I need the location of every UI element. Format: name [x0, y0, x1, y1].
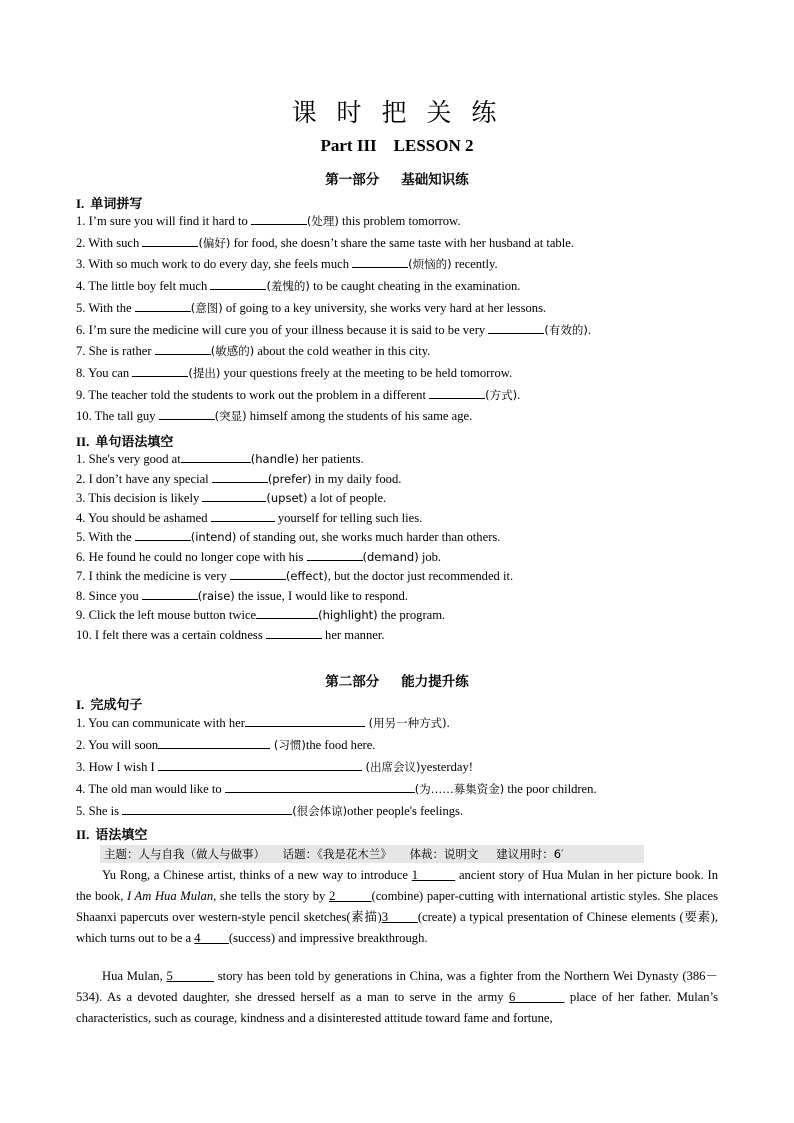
exercise-item: 5. With the (intend) of standing out, she works much harder than others. [76, 530, 501, 544]
section-heading-word-spelling: I. 单词拼写 [76, 196, 143, 212]
part2-title-b: 能力提升练 [401, 674, 469, 690]
exercise-item: 3. How I wish I (出席会议)yesterday! [76, 760, 473, 774]
exercise-item: 9. The teacher told the students to work out the problem in a different (方式). [76, 387, 521, 402]
answer-blank[interactable] [158, 738, 270, 749]
exercise-item: 5. With the (意图) of going to a key university, she works very hard at her lessons. [76, 300, 547, 315]
answer-blank[interactable] [155, 344, 211, 355]
page-title: 课 时 把 关 练 [291, 98, 503, 127]
exercise-item: 1. She's very good at (handle) her patients. [76, 452, 364, 466]
answer-blank[interactable] [181, 452, 251, 463]
answer-blank[interactable] [429, 388, 485, 399]
exercise-item: 9. Click the left mouse button twice (highlight) the program. [76, 608, 446, 622]
exercise-item: 4. You should be ashamed yourself for telling such lies. [76, 510, 423, 525]
part1-title [0, 168, 794, 188]
exercise-item: 2. You will soon (习惯)the food here. [76, 738, 376, 752]
exercise-item: 2. With such (偏好) for food, she doesn’t share the same taste with her husband at table. [76, 235, 574, 250]
answer-blank[interactable] [251, 214, 307, 225]
exercise-item: 4. The old man would like to (为……募集资金) the poor children. [76, 782, 597, 796]
answer-blank[interactable] [245, 716, 365, 727]
exercise-item: 8. You can (提出) your questions freely at the meeting to be held tomorrow. [76, 365, 513, 380]
exercise-item: 5. She is (很会体谅)other people's feelings. [76, 804, 464, 818]
blank-3[interactable]: 3 [381, 910, 389, 924]
passage-info-bar [100, 845, 644, 863]
exercise-item: 10. The tall guy (突显) himself among the students of his same age. [76, 409, 473, 424]
answer-blank[interactable] [122, 804, 292, 815]
section-heading-grammar-fill: II. 单句语法填空 [76, 434, 174, 450]
answer-blank[interactable] [256, 608, 318, 619]
section-heading-complete-sentences: I. 完成句子 [76, 697, 143, 713]
exercise-item: 6. He found he could no longer cope with his (demand) job. [76, 549, 442, 564]
info-theme: 主题：人与自我（做人与做事） [104, 847, 265, 861]
answer-blank[interactable] [135, 301, 191, 312]
book-title: I Am Hua Mulan [126, 889, 214, 903]
answer-blank[interactable] [210, 279, 266, 290]
passage-paragraph-2: Hua Mulan, 5 story has been told by generations in China, was a fighter from the Northern Wei Dynasty (386－534). As a devoted daughter, she dressed herself as a man to serve in the army 6 place of her father. Mulan’s characteristics, such as courage, kindness and a disinterested attitude toward fame and fortune, [76, 969, 719, 1025]
exercise-item: 8. Since you (raise) the issue, I would like to respond. [76, 588, 408, 603]
section-heading-grammar-passage: II. 语法填空 [76, 827, 148, 843]
exercise-item: 7. I think the medicine is very (effect), but the doctor just recommended it. [76, 569, 514, 583]
info-genre: 体裁：说明文 [409, 847, 479, 861]
part2-title-a: 第二部分 [325, 674, 380, 690]
blank-1[interactable]: 1 [411, 868, 419, 882]
part2-title [0, 670, 794, 690]
answer-blank[interactable] [225, 782, 415, 793]
passage-paragraph-1: Yu Rong, a Chinese artist, thinks of a new way to introduce 1 ancient story of Hua Mulan in her picture book. In the book, I Am Hua Mulan, she tells the story by 2 (combine) paper-cutting with international artistic styles. She places Shaanxi papercuts over western-style pencil sketches(素描)3 (create) a typical presentation of Chinese elements (要素), which turns out to be a 4 (success) and impressive breakthrough. [76, 868, 719, 945]
exercise-item: 10. I felt there was a certain coldness her manner. [76, 627, 385, 642]
exercise-item: 1. You can communicate with her (用另一种方式). [76, 716, 450, 730]
answer-blank[interactable] [159, 409, 215, 420]
answer-blank[interactable] [352, 257, 408, 268]
answer-blank[interactable] [488, 323, 544, 334]
part1-title-b: 基础知识练 [401, 172, 469, 188]
blank-6[interactable]: 6 [509, 990, 516, 1004]
exercise-item: 1. I’m sure you will find it hard to (处理) this problem tomorrow. [76, 214, 461, 228]
exercise-item: 2. I don’t have any special (prefer) in my daily food. [76, 471, 402, 486]
answer-blank[interactable] [211, 511, 275, 522]
exercise-item: 6. I’m sure the medicine will cure you of your illness because it is said to be very (有效的). [76, 322, 591, 337]
exercise-item: 4. The little boy felt much (羞愧的) to be caught cheating in the examination. [76, 279, 521, 294]
blank-5[interactable]: 5 [166, 969, 173, 983]
exercise-item: 3. This decision is likely (upset) a lot of people. [76, 491, 387, 505]
answer-blank[interactable] [307, 550, 363, 561]
answer-blank[interactable] [142, 589, 198, 600]
answer-blank[interactable] [135, 530, 191, 541]
answer-blank[interactable] [202, 491, 266, 502]
exercise-item: 7. She is rather (敏感的) about the cold weather in this city. [76, 344, 431, 359]
answer-blank[interactable] [142, 236, 198, 247]
info-time: 建议用时：6′ [496, 847, 564, 861]
blank-4[interactable]: 4 [194, 931, 201, 945]
blank-2[interactable]: 2 [328, 889, 336, 903]
part1-title-a: 第一部分 [325, 172, 380, 188]
exercise-item: 3. With so much work to do every day, she feels much (烦恼的) recently. [76, 257, 498, 272]
answer-blank[interactable] [212, 472, 268, 483]
answer-blank[interactable] [230, 569, 286, 580]
answer-blank[interactable] [132, 366, 188, 377]
answer-blank[interactable] [266, 628, 322, 639]
answer-blank[interactable] [158, 760, 362, 771]
info-topic: 话题：《我是花木兰》 [282, 847, 392, 861]
lesson-subtitle: Part III LESSON 2 [320, 136, 474, 155]
